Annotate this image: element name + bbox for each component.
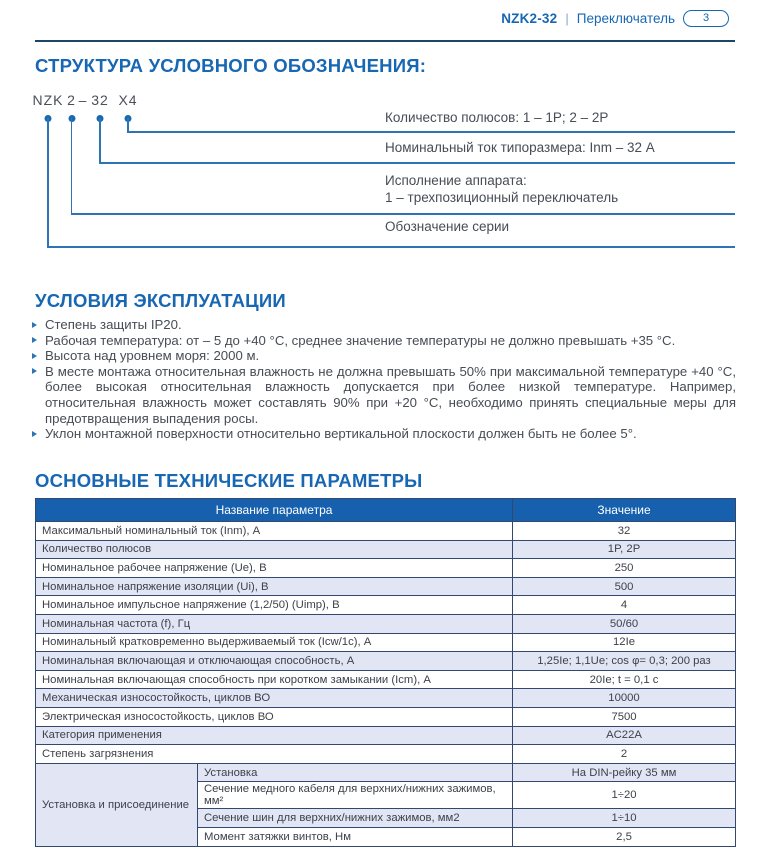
list-item [32, 317, 736, 333]
param-value-cell: 2,5 [513, 827, 736, 846]
connector-current-vertical [99, 118, 101, 162]
designation-diagram [32, 90, 735, 260]
column-header-value: Значение [513, 499, 736, 522]
diagram-label-series [385, 219, 509, 236]
connector-poles-horizontal [127, 131, 735, 133]
diagram-label-poles-text: Количество полюсов: 1 – 1P; 2 – 2P [385, 110, 609, 125]
table-row [36, 652, 736, 671]
diagram-label-poles [385, 110, 608, 127]
connector-version-vertical [71, 118, 73, 213]
condition-text: Высота над уровнем моря: 2000 м. [45, 348, 260, 364]
param-name-cell: Номинальная частота (f), Гц [36, 614, 513, 633]
diagram-label-series-text: Обозначение серии [385, 219, 510, 234]
param-value-cell: 2 [513, 745, 736, 764]
bullet-triangle-icon [32, 322, 37, 328]
code-part-dash: – [78, 92, 88, 108]
diagram-label-version-text2: 1 – трехпозиционный переключатель [385, 189, 619, 205]
code-part-poles: X4 [118, 92, 138, 108]
page-number-badge: 3 [683, 10, 729, 27]
diagram-label-version-text: Исполнение аппарата: [385, 173, 527, 188]
param-value-cell: 32 [513, 522, 736, 541]
list-item [32, 333, 736, 349]
conditions-list [32, 317, 736, 442]
param-value-cell: 250 [513, 559, 736, 578]
table-header-row [36, 499, 736, 522]
param-value-cell: AC22A [513, 726, 736, 745]
param-name-cell: Механическая износостойкость, циклов ВО [36, 689, 513, 708]
code-part-version: 2 [67, 92, 76, 108]
param-value-cell: 1÷10 [513, 809, 736, 828]
param-name-cell: Установка [198, 763, 513, 782]
param-name-cell: Категория применения [36, 726, 513, 745]
table-row [36, 614, 736, 633]
connector-version-horizontal [71, 213, 735, 215]
param-name-cell: Номинальное напряжение изоляции (Ui), В [36, 577, 513, 596]
param-name-cell: Количество полюсов [36, 540, 513, 559]
code-part-current: 32 [91, 92, 109, 108]
param-value-cell: 50/60 [513, 614, 736, 633]
table-row [36, 670, 736, 689]
connector-current-horizontal [99, 162, 735, 164]
list-item [32, 364, 736, 426]
table-row [36, 745, 736, 764]
param-value-cell: 500 [513, 577, 736, 596]
list-item [32, 426, 736, 442]
param-value-cell: 1,25Ie; 1,1Ue; cos φ= 0,3; 200 раз [513, 652, 736, 671]
param-name-cell: Сечение медного кабеля для верхних/нижних зажимов, мм² [198, 782, 513, 809]
param-value-cell: 4 [513, 596, 736, 615]
param-value-cell: 1÷20 [513, 782, 736, 809]
section-title-conditions: УСЛОВИЯ ЭКСПЛУАТАЦИИ [35, 290, 286, 311]
table-row [36, 596, 736, 615]
bullet-triangle-icon [32, 368, 37, 374]
product-category: Переключатель [576, 11, 675, 26]
table-row [36, 540, 736, 559]
bullet-triangle-icon [32, 337, 37, 343]
header-rule [35, 40, 735, 42]
param-name-cell: Номинальный кратковременно выдерживаемый ток (Icw/1c), А [36, 633, 513, 652]
param-value-cell: 1P, 2P [513, 540, 736, 559]
table-row [36, 689, 736, 708]
column-header-parameter: Название параметра [36, 499, 513, 522]
param-name-cell: Сечение шин для верхних/нижних зажимов, мм2 [198, 809, 513, 828]
group-label-cell: Установка и присоединение [36, 763, 198, 846]
param-value-cell: 7500 [513, 707, 736, 726]
param-name-cell: Номинальное импульсное напряжение (1,2/50) (Uimp), В [36, 596, 513, 615]
param-name-cell: Номинальная включающая и отключающая способность, А [36, 652, 513, 671]
bullet-triangle-icon [32, 353, 37, 359]
table-row [36, 763, 736, 782]
param-value-cell: На DIN-рейку 35 мм [513, 763, 736, 782]
param-value-cell: 10000 [513, 689, 736, 708]
table-row [36, 577, 736, 596]
page-header [501, 10, 729, 27]
param-name-cell: Номинальная включающая способность при коротком замыкании (Icm), А [36, 670, 513, 689]
connector-series-vertical [47, 118, 49, 246]
section-title-parameters: ОСНОВНЫЕ ТЕХНИЧЕСКИЕ ПАРАМЕТРЫ [35, 470, 423, 491]
condition-text: Уклон монтажной поверхности относительно вертикальной плоскости должен быть не более 5°. [45, 426, 637, 442]
condition-text: В месте монтажа относительная влажность не должна превышать 50% при максимальной температуре +40 °C, более высокая относительная влажность допускается при более низкой температуре. Например, относительная влажность может составлять 90% при +20 °C, необходимо принять специальные меры для предотвращения выпадения росы. [45, 363, 736, 426]
table-row [36, 522, 736, 541]
param-name-cell: Электрическая износостойкость, циклов ВО [36, 707, 513, 726]
param-name-cell: Номинальное рабочее напряжение (Ue), В [36, 559, 513, 578]
param-value-cell: 12Ie [513, 633, 736, 652]
param-value-cell: 20Ie; t = 0,1 с [513, 670, 736, 689]
parameters-table [35, 498, 736, 847]
condition-text: Степень защиты IP20. [45, 317, 182, 332]
table-row [36, 633, 736, 652]
table-row [36, 559, 736, 578]
table-row [36, 726, 736, 745]
diagram-label-current-text: Номинальный ток типоразмера: Inm – 32 А [385, 140, 655, 155]
param-name-cell: Степень загрязнения [36, 745, 513, 764]
table-row [36, 707, 736, 726]
section-title-structure: СТРУКТУРА УСЛОВНОГО ОБОЗНАЧЕНИЯ: [35, 55, 427, 76]
diagram-label-version [385, 173, 618, 206]
param-name-cell: Максимальный номинальный ток (Inm), А [36, 522, 513, 541]
param-name-cell: Момент затяжки винтов, Нм [198, 827, 513, 846]
list-item [32, 348, 736, 364]
condition-text: Рабочая температура: от – 5 до +40 °C, среднее значение температуры не должно превышать +35 °C. [45, 332, 676, 348]
connector-series-horizontal [47, 246, 735, 248]
code-part-series: NZK [32, 92, 64, 108]
connector-poles-vertical [127, 118, 129, 131]
bullet-triangle-icon [32, 431, 37, 437]
header-separator: | [565, 11, 569, 26]
product-model: NZK2-32 [501, 11, 558, 26]
diagram-label-current [385, 140, 655, 157]
